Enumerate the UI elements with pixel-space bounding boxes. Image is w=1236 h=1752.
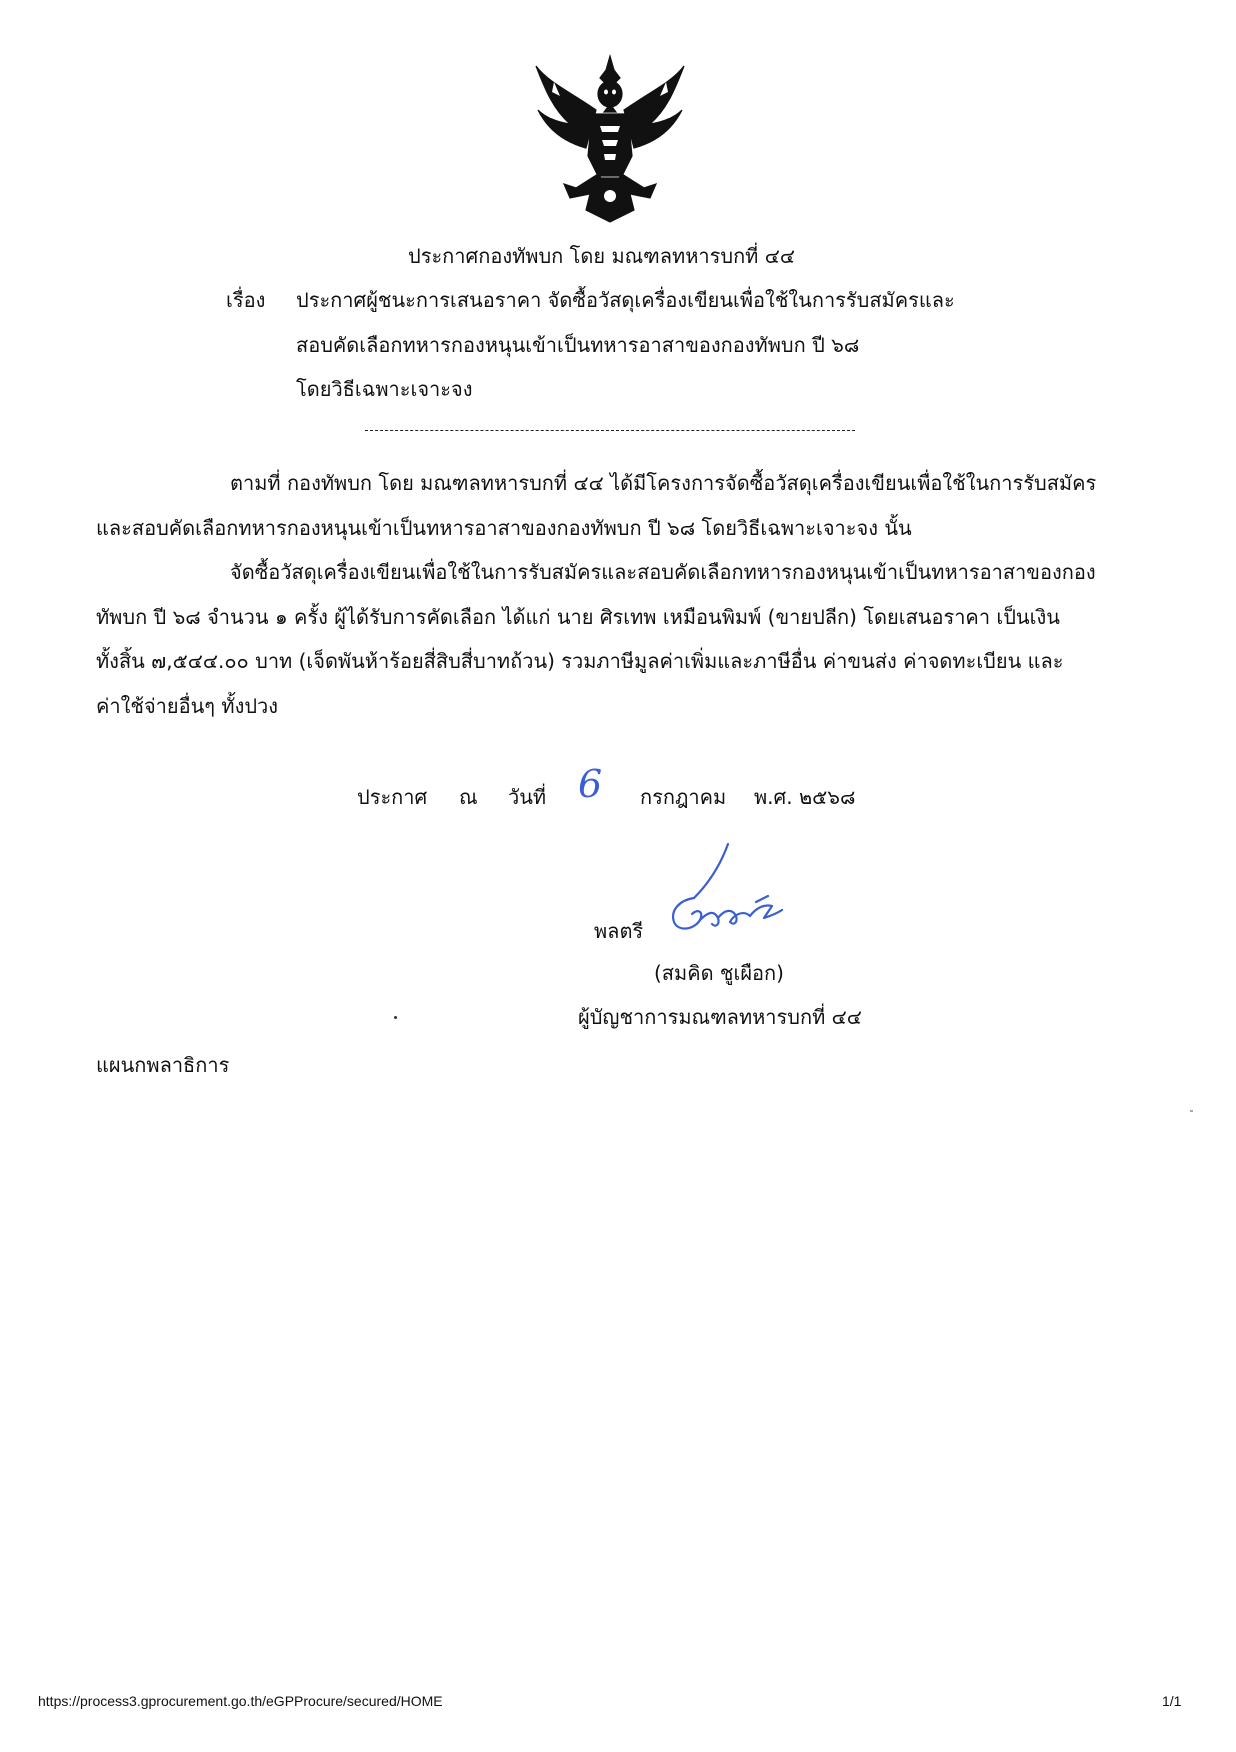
stray-dot [394, 1016, 397, 1019]
announcement-title: ประกาศกองทัพบก โดย มณฑลทหารบกที่ ๔๔ [408, 244, 795, 268]
garuda-emblem-icon [530, 52, 690, 228]
date-era-year: พ.ศ. ๒๕๖๘ [754, 785, 856, 809]
department-name: แผนกพลาธิการ [96, 1053, 230, 1077]
handwritten-signature-icon [660, 836, 790, 946]
paragraph-line: และสอบคัดเลือกทหารกองหนุนเข้าเป็นทหารอาสาของกองทัพบก ปี ๖๘ โดยวิธีเฉพาะเจาะจง นั้น [96, 516, 912, 540]
paragraph-line: จัดซื้อวัสดุเครื่องเขียนเพื่อใช้ในการรับสมัครและสอบคัดเลือกทหารกองหนุนเข้าเป็นทหารอาสาของกอง [230, 560, 1096, 584]
paragraph-line: ทั้งสิ้น ๗,๕๔๔.๐๐ บาท (เจ็ดพันห้าร้อยสี่สิบสี่บาทถ้วน) รวมภาษีมูลค่าเพิ่มและภาษีอื่น ค่าขนส่ง ค่าจดทะเบียน และ [96, 649, 1064, 673]
handwritten-day: 6 [578, 762, 603, 806]
date-day-label: วันที่ [508, 785, 547, 809]
stray-mark [1190, 1110, 1193, 1112]
subject-line: โดยวิธีเฉพาะเจาะจง [296, 377, 473, 401]
footer-page-number: 1/1 [1162, 1693, 1182, 1709]
date-month: กรกฎาคม [640, 785, 727, 809]
date-announce-word: ประกาศ [357, 785, 428, 809]
subject-label: เรื่อง [226, 288, 266, 312]
subject-line: ประกาศผู้ชนะการเสนอราคา จัดซื้อวัสดุเครื่องเขียนเพื่อใช้ในการรับสมัครและ [296, 288, 955, 312]
signer-position: ผู้บัญชาการมณฑลทหารบกที่ ๔๔ [578, 1005, 862, 1029]
signer-rank: พลตรี [594, 919, 644, 943]
paragraph-line: ตามที่ กองทัพบก โดย มณฑลทหารบกที่ ๔๔ ได้มีโครงการจัดซื้อวัสดุเครื่องเขียนเพื่อใช้ในการรับสมัคร [230, 471, 1097, 495]
subject-line: สอบคัดเลือกทหารกองหนุนเข้าเป็นทหารอาสาของกองทัพบก ปี ๖๘ [296, 333, 860, 357]
paragraph-line: ค่าใช้จ่ายอื่นๆ ทั้งปวง [96, 694, 279, 718]
footer-url: https://process3.gprocurement.go.th/eGPProcure/secured/HOME [38, 1693, 443, 1709]
signer-name: (สมคิด ชูเผือก) [654, 961, 784, 985]
paragraph-line: ทัพบก ปี ๖๘ จำนวน ๑ ครั้ง ผู้ได้รับการคัดเลือก ได้แก่ นาย ศิรเทพ เหมือนพิมพ์ (ขายปลีก) โดยเสนอราคา เป็นเงิน [96, 605, 1060, 629]
date-at-word: ณ [459, 785, 478, 809]
dashed-separator [365, 430, 855, 431]
